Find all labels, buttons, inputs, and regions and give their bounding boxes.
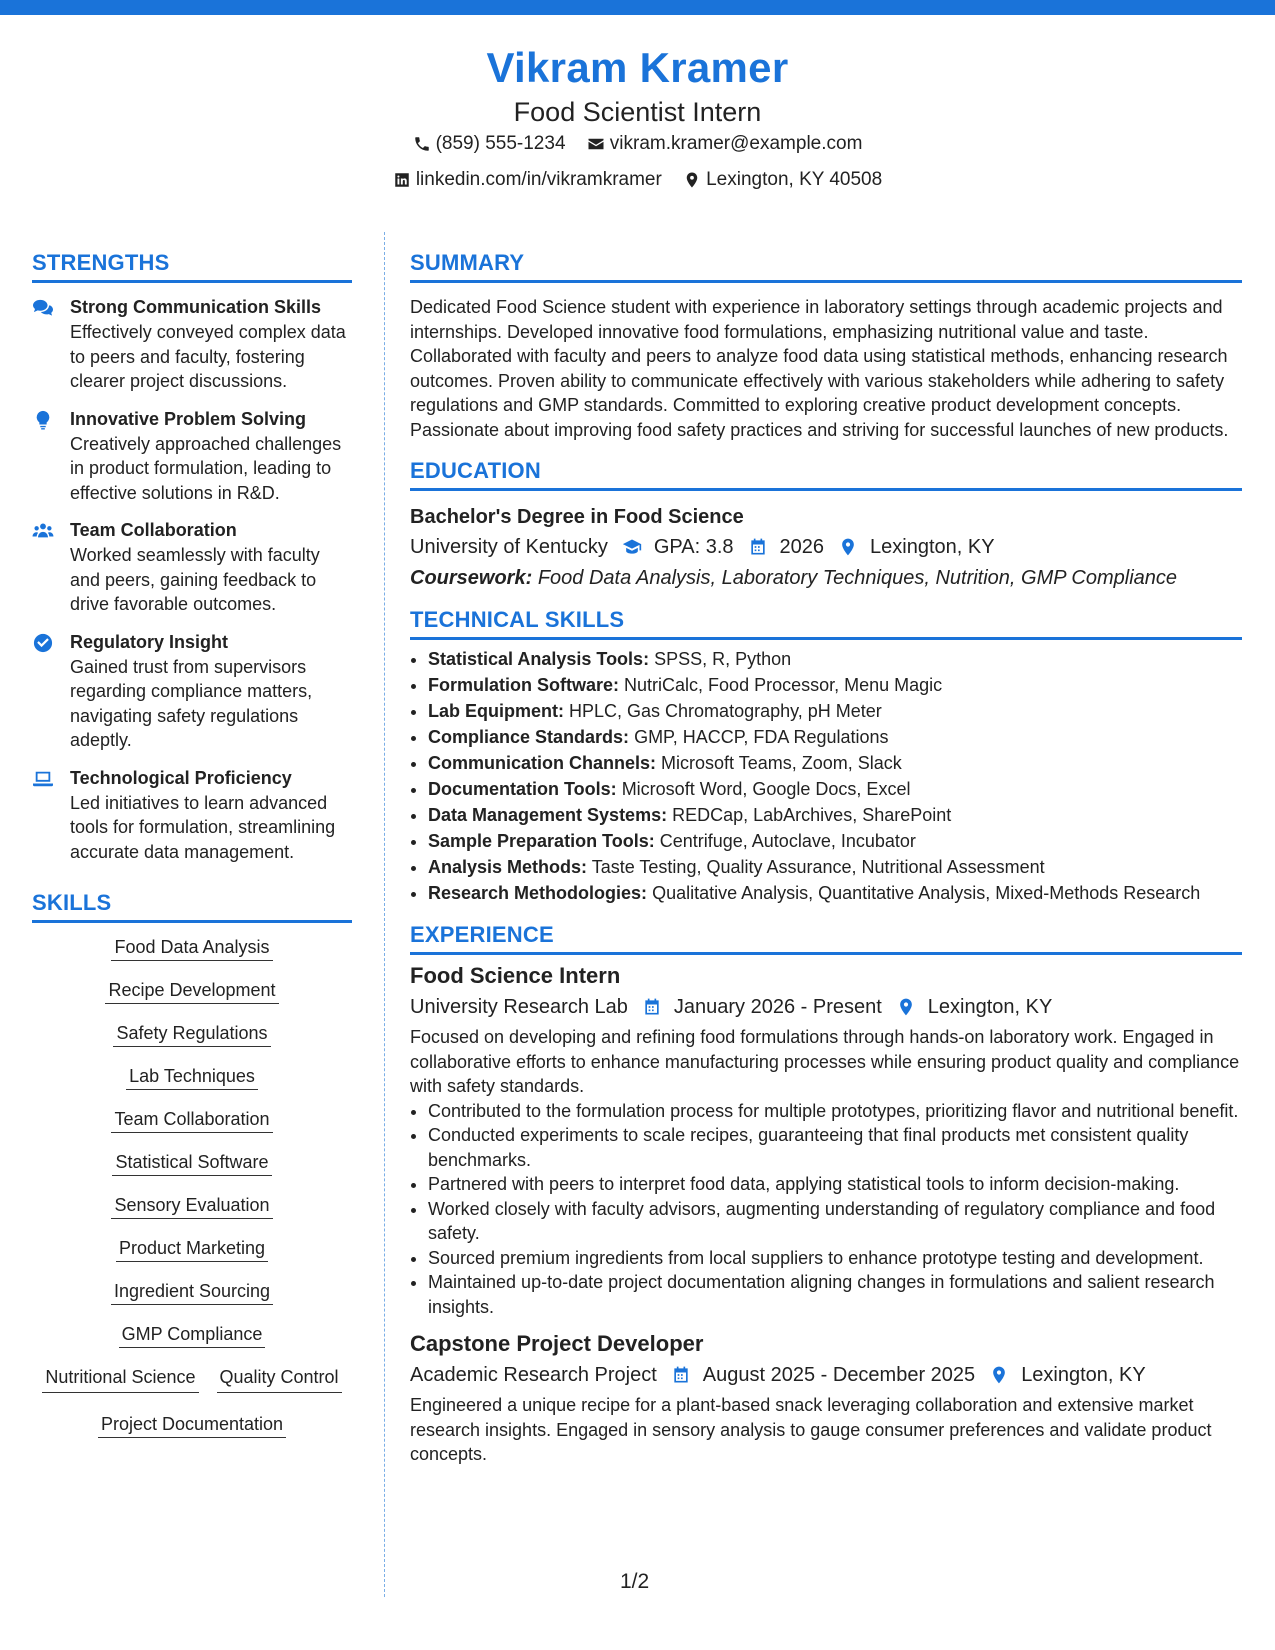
list-item — [428, 828, 1242, 854]
position-description: Focused on developing and refining food formulations through hands-on laboratory work. Engaged in collaborative efforts to enhance manufacturing processes while ensuring product quality and compliance with safety standards. — [410, 1027, 1240, 1096]
contact-row-2 — [0, 164, 1275, 200]
technical-skills-heading: TECHNICAL SKILLS — [410, 605, 1242, 640]
tech-skill-label: Formulation Software: — [428, 675, 620, 695]
tech-skill-value: Qualitative Analysis, Quantitative Analysis, Mixed-Methods Research — [652, 883, 1201, 903]
skills-heading: SKILLS — [32, 888, 352, 923]
strength-description: Led initiatives to learn advanced tools for formulation, streamlining accurate data management. — [70, 792, 336, 862]
coursework-text: Food Data Analysis, Laboratory Techniques, Nutrition, GMP Compliance — [537, 567, 1178, 589]
phone-icon — [413, 135, 431, 153]
education-location: Lexington, KY — [870, 536, 995, 558]
list-item — [428, 880, 1242, 906]
linkedin-icon — [393, 171, 411, 189]
tech-skill-label: Communication Channels: — [428, 753, 657, 773]
candidate-name: Vikram Kramer — [486, 44, 789, 91]
list-item: • Partnered with peers to interpret food data, applying statistical tools to inform decision-making. — [428, 1172, 1242, 1197]
strength-item — [32, 518, 352, 617]
job-title: Food Scientist Intern — [513, 97, 762, 127]
check-circle-icon — [32, 633, 54, 653]
resume-header — [0, 40, 1275, 200]
email-contact[interactable] — [587, 128, 863, 160]
list-item — [428, 646, 1242, 672]
experience-entry — [410, 1329, 1242, 1467]
tech-skill-value: Microsoft Teams, Zoom, Slack — [661, 753, 902, 773]
technical-skills-list — [410, 646, 1242, 906]
list-item — [428, 672, 1242, 698]
tech-skill-label: Lab Equipment: — [428, 701, 564, 721]
graduation-year: 2026 — [779, 536, 825, 558]
tech-skill-value: Centrifuge, Autoclave, Incubator — [659, 831, 916, 851]
envelope-icon — [587, 135, 605, 153]
strength-item — [32, 295, 352, 394]
map-marker-icon — [683, 171, 701, 189]
skill-tag: Team Collaboration — [111, 1109, 272, 1133]
tech-skill-label: Sample Preparation Tools: — [428, 831, 655, 851]
position-location: Lexington, KY — [1021, 1364, 1146, 1386]
position-meta — [410, 1359, 1242, 1391]
strength-title: Regulatory Insight — [70, 631, 229, 652]
skill-tag: Safety Regulations — [113, 1023, 270, 1047]
contact-row-1 — [0, 128, 1275, 164]
linkedin-text[interactable]: linkedin.com/in/vikramkramer — [415, 169, 662, 190]
organization-name: Academic Research Project — [410, 1364, 657, 1386]
phone-contact — [413, 128, 566, 160]
top-accent-bar — [0, 0, 1275, 15]
skill-tag: GMP Compliance — [119, 1324, 266, 1348]
tech-skill-value: Taste Testing, Quality Assurance, Nutritional Assessment — [591, 857, 1045, 877]
list-item — [428, 776, 1242, 802]
degree-title: Bachelor's Degree in Food Science — [410, 506, 744, 528]
page-number: 1/2 — [620, 1570, 650, 1593]
right-column — [410, 248, 1242, 1467]
position-meta — [410, 991, 1242, 1023]
tech-skill-value: GMP, HACCP, FDA Regulations — [634, 727, 889, 747]
strength-description: Worked seamlessly with faculty and peers, gaining feedback to drive favorable outcomes. — [70, 545, 320, 614]
calendar-icon — [642, 997, 662, 1017]
calendar-icon — [748, 537, 768, 557]
strength-title: Team Collaboration — [70, 520, 237, 540]
tech-skill-label: Documentation Tools: — [428, 779, 617, 799]
organization-name: University Research Lab — [410, 996, 628, 1018]
strength-title: Technological Proficiency — [70, 767, 292, 788]
position-title: Food Science Intern — [410, 963, 621, 988]
lightbulb-icon — [32, 410, 54, 430]
strength-title: Strong Communication Skills — [70, 297, 322, 317]
tech-skill-value: NutriCalc, Food Processor, Menu Magic — [624, 675, 943, 695]
achievement-list — [410, 1099, 1242, 1320]
coursework — [410, 563, 1242, 593]
calendar-icon — [671, 1365, 691, 1385]
left-column — [32, 248, 352, 1455]
tech-skill-value: Microsoft Word, Google Docs, Excel — [621, 779, 911, 799]
location-text: Lexington, KY 40508 — [706, 169, 883, 190]
coursework-label: Coursework: — [410, 567, 533, 589]
skill-tag: Sensory Evaluation — [111, 1195, 272, 1219]
strength-item — [32, 630, 352, 753]
tech-skill-label: Statistical Analysis Tools: — [428, 649, 650, 669]
list-item: • Conducted experiments to scale recipes, guaranteeing that final products met consistent quality benchmarks. — [428, 1123, 1242, 1172]
skill-tag: Statistical Software — [112, 1152, 271, 1176]
strength-description: Effectively conveyed complex data to peers and faculty, fostering clearer project discussions. — [70, 322, 346, 391]
position-description: Engineered a unique recipe for a plant-based snack leveraging collaboration and extensive market research insights. Engaged in sensory analysis to gauge consumer preferences and validate product concepts. — [410, 1395, 1212, 1464]
map-marker-icon — [896, 997, 916, 1017]
location-contact — [683, 164, 882, 196]
comments-icon — [32, 298, 54, 318]
strength-item — [32, 766, 352, 865]
strength-description: Gained trust from supervisors regarding compliance matters, navigating safety regulations adeptly. — [70, 656, 313, 750]
phone-text: (859) 555-1234 — [435, 133, 566, 154]
position-title: Capstone Project Developer — [410, 1331, 704, 1356]
tech-skill-label: Research Methodologies: — [428, 883, 648, 903]
skill-tag: Product Marketing — [116, 1238, 268, 1262]
tech-skill-label: Data Management Systems: — [428, 805, 668, 825]
map-marker-icon — [838, 537, 858, 557]
linkedin-contact[interactable] — [393, 164, 662, 196]
list-item — [428, 724, 1242, 750]
skill-tag: Ingredient Sourcing — [111, 1281, 273, 1305]
list-item: • Worked closely with faculty advisors, augmenting understanding of regulatory compliance and food safety. — [428, 1197, 1242, 1246]
list-item: • Maintained up-to-date project documentation aligning changes in formulations and salient research insights. — [428, 1270, 1242, 1319]
laptop-icon — [32, 769, 54, 789]
education-heading: EDUCATION — [410, 456, 1242, 491]
column-divider — [384, 232, 385, 1597]
school-name: University of Kentucky — [410, 536, 608, 558]
strength-title: Innovative Problem Solving — [70, 408, 307, 429]
graduation-cap-icon — [622, 537, 642, 557]
summary-heading: SUMMARY — [410, 248, 1242, 283]
email-text[interactable]: vikram.kramer@example.com — [609, 133, 863, 154]
position-dates: August 2025 - December 2025 — [702, 1364, 976, 1386]
strength-description: Creatively approached challenges in product formulation, leading to effective solutions in R&D. — [70, 433, 342, 503]
list-item: • Contributed to the formulation process for multiple prototypes, prioritizing flavor and nutritional benefit. — [428, 1099, 1242, 1124]
gpa-text: GPA: 3.8 — [653, 536, 734, 558]
skill-tag: Food Data Analysis — [111, 937, 272, 961]
list-item — [428, 698, 1242, 724]
list-item — [428, 854, 1242, 880]
experience-entry — [410, 961, 1242, 1319]
position-dates: January 2026 - Present — [673, 996, 882, 1018]
summary-text: Dedicated Food Science student with experience in laboratory settings through academic projects and internships. Developed innovative food formulations, emphasizing nutritional value and taste. Collaborated with faculty and peers to analyze food data using statistical methods, enhancing research outcomes. Proven ability to communicate effectively with various stakeholders while adhering to safety regulations and GMP standards. Committed to exploring creative product development concepts. Passionate about improving food safety practices and striving for successful launches of new products. — [410, 297, 1229, 440]
experience-heading: EXPERIENCE — [410, 920, 1242, 955]
strength-item — [32, 407, 352, 506]
strengths-heading: STRENGTHS — [32, 248, 352, 283]
skill-tag: Quality Control — [217, 1365, 342, 1393]
tech-skill-value: REDCap, LabArchives, SharePoint — [672, 805, 952, 825]
position-location: Lexington, KY — [927, 996, 1053, 1018]
skill-tag: Recipe Development — [105, 980, 278, 1004]
users-icon — [32, 521, 54, 541]
education-meta — [410, 531, 1242, 563]
skill-tag: Nutritional Science — [42, 1365, 198, 1393]
map-marker-icon — [989, 1365, 1009, 1385]
skill-tag: Project Documentation — [98, 1414, 286, 1438]
list-item: • Sourced premium ingredients from local suppliers to enhance prototype testing and development. — [428, 1246, 1242, 1271]
tech-skill-label: Analysis Methods: — [428, 857, 588, 877]
skill-tag: Lab Techniques — [126, 1066, 258, 1090]
list-item — [428, 802, 1242, 828]
list-item — [428, 750, 1242, 776]
tech-skill-label: Compliance Standards: — [428, 727, 630, 747]
skills-list — [32, 935, 352, 1455]
tech-skill-value: SPSS, R, Python — [654, 649, 792, 669]
tech-skill-value: HPLC, Gas Chromatography, pH Meter — [569, 701, 882, 721]
